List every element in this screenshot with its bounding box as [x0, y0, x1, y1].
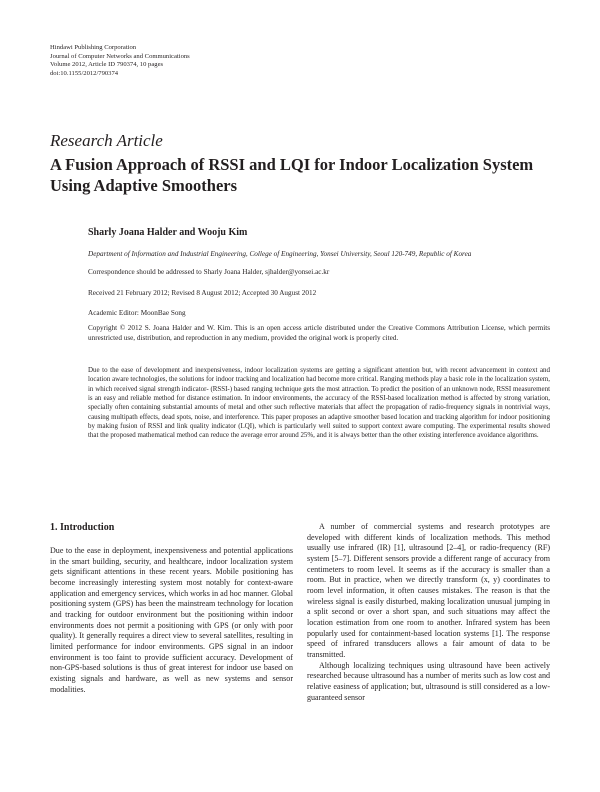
doi[interactable]: doi:10.1155/2012/790374: [50, 69, 119, 77]
body-paragraph: A number of commercial systems and research prototypes are developed with different kinds of localization methods. This method usually use infrared (IR) [1], ultrasound [2–4], or radio-frequency (RF) system [5–7]. Different sensors provide a different range of accuracy from centimeters to room level. It seems as if the accuracy is smaller than a room. But in practice, when we directly transform (x, y) coordinates to room level information, it often causes mistakes. The reason is that the wireless signal is easily disturbed, making localization unusual jumping in a split second or over a short span, and such situations may affect the location estimation from one room to another. Infrared system has been popularly used for containment-based location systems [1]. The response speed of infrared transducers allows a fair amount of data to be transmitted.: [307, 522, 550, 659]
article-type: Research Article: [50, 131, 163, 150]
section-heading-introduction: 1. Introduction: [50, 522, 115, 533]
paper-title: A Fusion Approach of RSSI and LQI for Indoor Localization System Using Adaptive Smoothers: [50, 155, 534, 195]
body-column-left: [50, 546, 293, 695]
body-column-right: [307, 522, 550, 703]
publisher-name: Hindawi Publishing Corporation: [50, 44, 137, 51]
copyright-notice: Copyright © 2012 S. Joana Halder and W. Kim. This is an open access article distributed under the Creative Commons Attribution License, which permits unrestricted use, distribution, and reproduction in any medium, provided the original work is properly cited.: [88, 324, 550, 342]
journal-name: Journal of Computer Networks and Communications: [50, 52, 190, 60]
journal-header: [50, 44, 190, 78]
affiliation: Department of Information and Industrial Engineering, College of Engineering, Yonsei University, Seoul 120-749, Republic of Korea: [88, 250, 472, 258]
volume-info: Volume 2012, Article ID 790374, 10 pages: [50, 61, 164, 69]
body-paragraph: Due to the ease in deployment, inexpensiveness and potential applications in the smart building, security, and healthcare, indoor localization system gets significant attentions in these recent years. Mobile positioning has become increasingly interesting system most notably for context-aware application and emergency services, which works in ad hoc manner. Global positioning system (GPS) has been the mainstream technology for location and tracking for outdoor environment but the positioning within indoor environments does not permit a positioning with GPS (or only with poor quality). It generally requires a direct view to several satellites, resulting in limited performance for indoor environments. GPS signal in an indoor environment is too faint to provide sufficient accuracy. Development of non-GPS-based solutions is thus of great interest for indoor use based on existing signals and hardware, as well as new systems and sensor modalities.: [50, 546, 293, 694]
authors: Sharly Joana Halder and Wooju Kim: [88, 227, 248, 238]
abstract: Due to the ease of development and inexpensiveness, indoor localization systems are getting a significant attention but, with recent advancement in context and location aware technologies, the solutions for indoor tracking and localization had become more critical. Ranging methods play a basic role in the localization system, in which received signal strength indicator- (RSSI-) based ranging technique gets the most attraction. To predict the position of an unknown node, RSSI measurement is an easy and reliable method for distance estimation. In indoor environments, the accuracy of the RSSI-based localization method is affected by strong variation, specially often containing substantial amounts of metal and other such reflective materials that affect the propagation of radio-frequency signals in nontrivial ways, causing multipath effects, dead spots, noise, and interference. This paper proposes an adaptive smoother based location and tracking algorithm for indoor positioning by making fusion of RSSI and link quality indicator (LQI), which is particularly well suited to support context aware computing. The experimental results showed that the proposed mathematical method can reduce the average error around 25%, and it is always better than the other existing interference avoidance algorithms.: [88, 366, 550, 440]
academic-editor: Academic Editor: MoonBae Song: [88, 309, 186, 317]
submission-dates: Received 21 February 2012; Revised 8 August 2012; Accepted 30 August 2012: [88, 289, 317, 297]
body-paragraph: Although localizing techniques using ultrasound have been actively researched because ultrasound has a number of merits such as low cost and relative easiness of application; but, ultrasound is still considered as a low-guaranteed sensor: [307, 660, 550, 702]
correspondence: Correspondence should be addressed to Sharly Joana Halder, sjhalder@yonsei.ac.kr: [88, 268, 330, 276]
